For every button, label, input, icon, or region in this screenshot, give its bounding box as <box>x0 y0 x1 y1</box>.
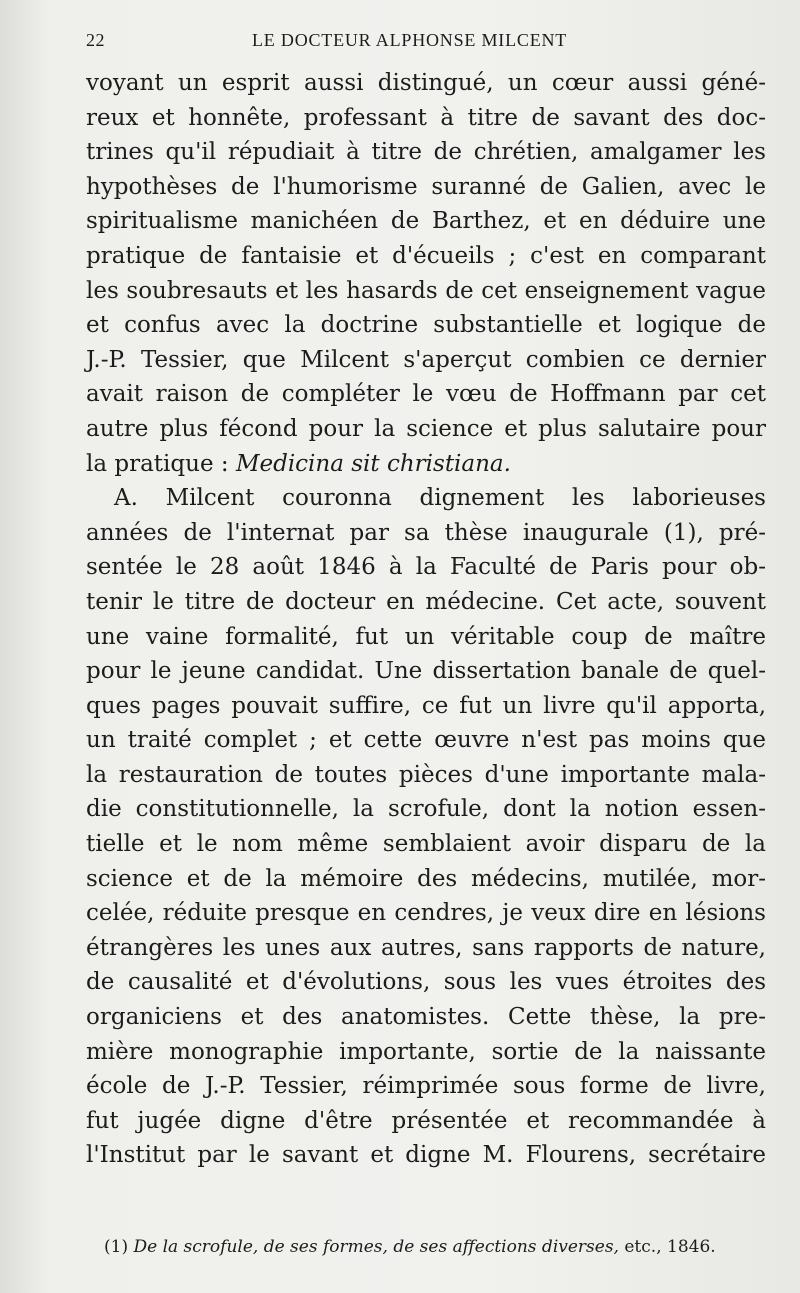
text-line: organiciens et des anatomistes. Cette thèse, la pre- <box>86 1004 766 1031</box>
text-line: avait raison de compléter le vœu de Hoffmann par cet <box>86 381 766 408</box>
footnote-title: De la scrofule, de ses formes, de ses affections diverses, <box>133 1237 619 1257</box>
text-line: école de J.-P. Tessier, réimprimée sous forme de livre, <box>86 1073 766 1100</box>
text-line: de causalité et d'évolutions, sous les vues étroites des <box>86 969 766 996</box>
footnote <box>104 1237 764 1257</box>
text-line: voyant un esprit aussi distingué, un cœur aussi géné- <box>86 70 766 96</box>
text-line: reux et honnête, professant à titre de savant des doc- <box>86 104 766 131</box>
text-line: trines qu'il répudiait à titre de chrétien, amalgamer les <box>86 139 766 166</box>
text-line: ques pages pouvait suffire, ce fut un livre qu'il apporta, <box>86 692 766 719</box>
text-line: spiritualisme manichéen de Barthez, et en déduire une <box>86 208 766 235</box>
text-line: tenir le titre de docteur en médecine. Cet acte, souvent <box>86 588 766 615</box>
body-text <box>86 66 766 1173</box>
text-line: die constitutionnelle, la scrofule, dont la notion essen- <box>86 796 766 823</box>
text-line: celée, réduite presque en cendres, je veux dire en lésions <box>86 900 766 927</box>
text-line: étrangères les unes aux autres, sans rapports de nature, <box>86 934 766 961</box>
text-line: mière monographie importante, sortie de la naissante <box>86 1038 766 1065</box>
text-line: pratique de fantaisie et d'écueils ; c'est en comparant <box>86 242 766 269</box>
running-head <box>86 30 766 60</box>
text-line: sentée le 28 août 1846 à la Faculté de Paris pour ob- <box>86 554 766 581</box>
paragraph-end-text: la pratique : <box>86 450 236 477</box>
text-line: tielle et le nom même semblaient avoir disparu de la <box>86 831 766 858</box>
text-line: pour le jeune candidat. Une dissertation banale de quel- <box>86 658 766 685</box>
page-number: 22 <box>86 30 105 50</box>
text-line: J.-P. Tessier, que Milcent s'aperçut combien ce dernier <box>86 346 766 373</box>
text-line: un traité complet ; et cette œuvre n'est pas moins que <box>86 727 766 754</box>
text-line: A. Milcent couronna dignement les laborieuses <box>114 485 766 512</box>
paragraph-end-line <box>86 447 766 482</box>
text-line: science et de la mémoire des médecins, mutilée, mor- <box>86 865 766 892</box>
running-title: LE DOCTEUR ALPHONSE MILCENT <box>252 30 568 50</box>
text-line: une vaine formalité, fut un véritable coup de maître <box>86 623 766 650</box>
text-line: années de l'internat par sa thèse inaugurale (1), pré- <box>86 519 766 546</box>
latin-motto: Medicina sit christiana. <box>235 450 511 477</box>
text-line: la restauration de toutes pièces d'une importante mala- <box>86 761 766 788</box>
text-line: hypothèses de l'humorisme suranné de Galien, avec le <box>86 173 766 200</box>
text-line: et confus avec la doctrine substantielle et logique de <box>86 312 766 339</box>
text-line: fut jugée digne d'être présentée et recommandée à <box>86 1107 766 1134</box>
text-line: autre plus fécond pour la science et plus salutaire pour <box>86 415 766 442</box>
footnote-suffix: etc., 1846. <box>618 1237 716 1257</box>
footnote-marker: (1) <box>104 1237 134 1257</box>
text-line: l'Institut par le savant et digne M. Flourens, secrétaire <box>86 1142 766 1169</box>
text-line: les soubresauts et les hasards de cet enseignement vague <box>86 277 766 304</box>
